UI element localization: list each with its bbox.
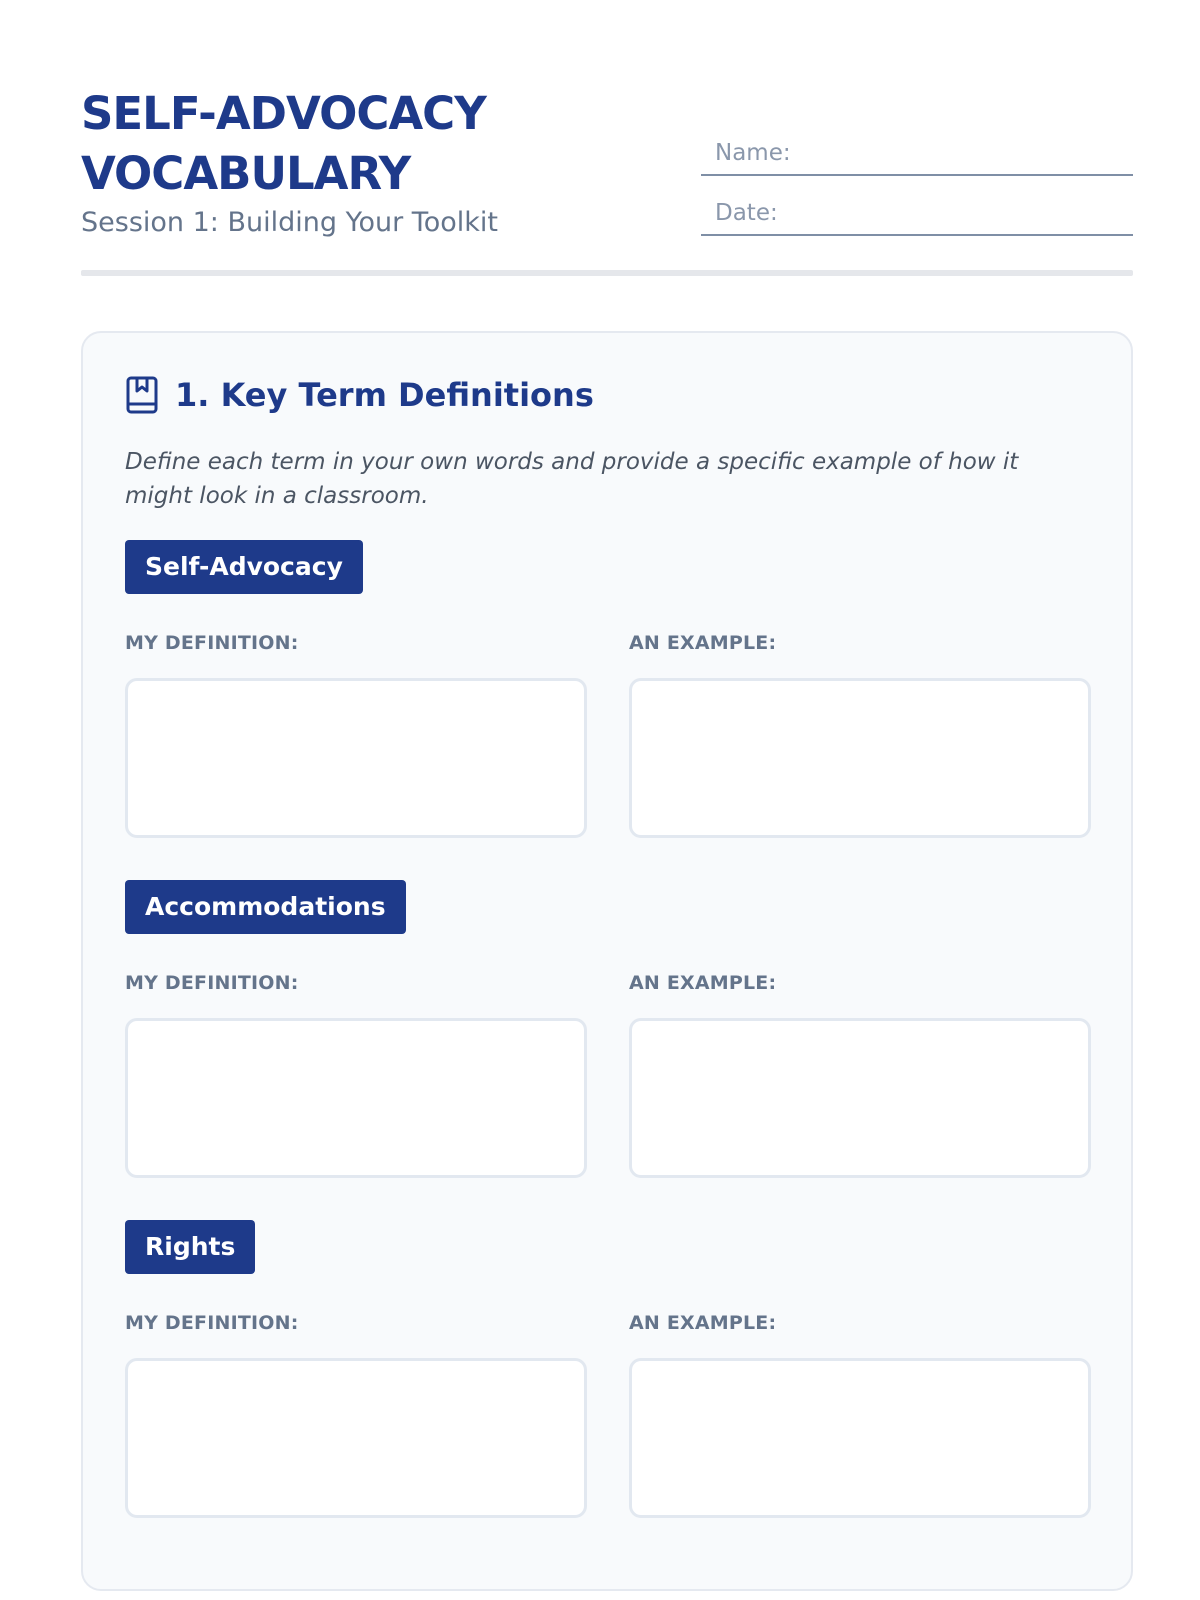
name-label: Name: (715, 140, 791, 166)
example-column (629, 632, 1091, 838)
title-line-1: SELF-ADVOCACY (81, 87, 486, 140)
title-line-2: VOCABULARY (81, 147, 411, 200)
example-label: AN EXAMPLE: (629, 632, 777, 654)
term-block-self-advocacy (125, 540, 1091, 842)
example-label: AN EXAMPLE: (629, 972, 777, 994)
term-label: Rights (125, 1220, 255, 1274)
definition-label: MY DEFINITION: (125, 972, 299, 994)
section-instructions: Define each term in your own words and provide a specific example of how it might look in a classroom. (125, 449, 1019, 509)
definition-answer-box[interactable] (125, 1018, 587, 1178)
student-fields (701, 136, 1133, 256)
header (81, 84, 1133, 238)
section-title: 1. Key Term Definitions (175, 376, 594, 414)
example-answer-box[interactable] (629, 1018, 1091, 1178)
name-field[interactable] (701, 136, 1133, 176)
term-block-rights (125, 1220, 1091, 1522)
example-answer-box[interactable] (629, 678, 1091, 838)
page-subtitle: Session 1: Building Your Toolkit (81, 207, 498, 238)
definition-column (125, 1312, 587, 1518)
date-label: Date: (715, 200, 778, 226)
definition-label: MY DEFINITION: (125, 1312, 299, 1334)
key-terms-card (81, 331, 1133, 1591)
book-icon (125, 375, 159, 415)
header-divider (81, 270, 1133, 276)
term-block-accommodations (125, 880, 1091, 1182)
definition-label: MY DEFINITION: (125, 632, 299, 654)
definition-answer-box[interactable] (125, 1358, 587, 1518)
example-column (629, 972, 1091, 1178)
section-heading (125, 375, 594, 415)
example-answer-box[interactable] (629, 1358, 1091, 1518)
definition-column (125, 972, 587, 1178)
term-label: Self-Advocacy (125, 540, 363, 594)
example-column (629, 1312, 1091, 1518)
example-label: AN EXAMPLE: (629, 1312, 777, 1334)
term-label: Accommodations (125, 880, 406, 934)
page-title (81, 84, 641, 204)
date-field[interactable] (701, 196, 1133, 236)
definition-column (125, 632, 587, 838)
definition-answer-box[interactable] (125, 678, 587, 838)
